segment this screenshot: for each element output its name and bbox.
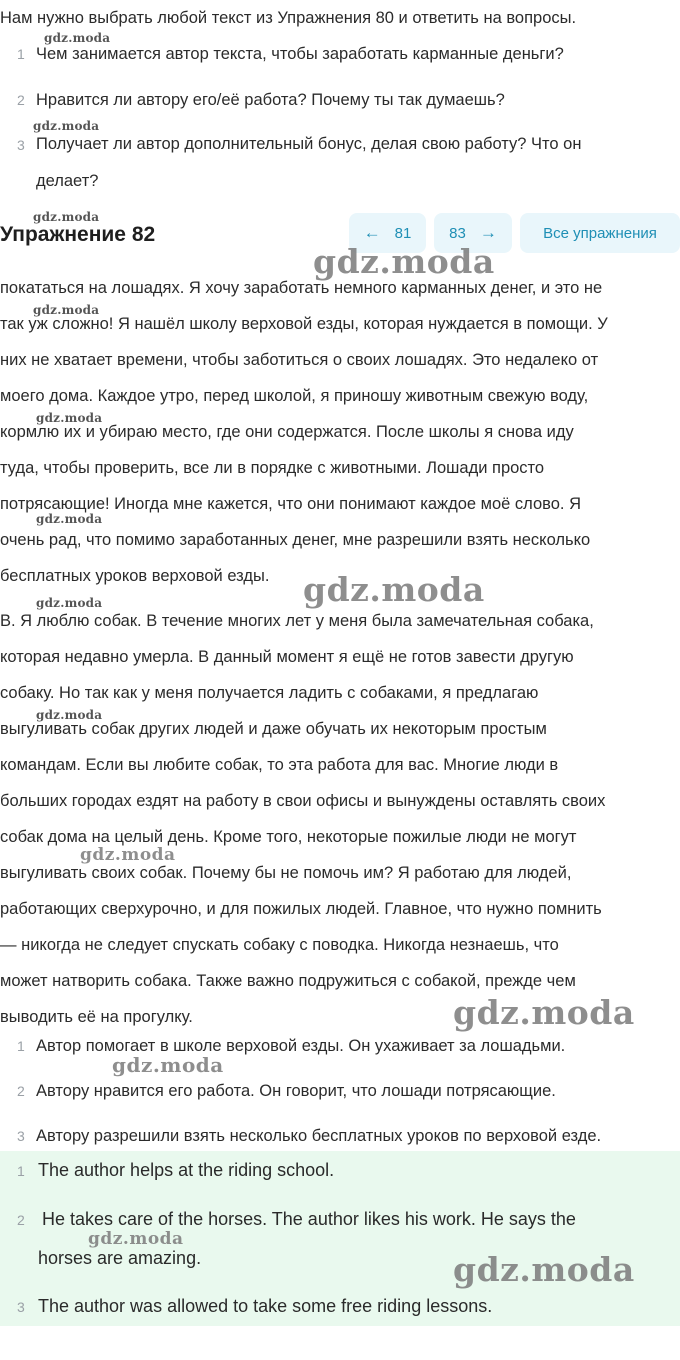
- watermark: gdz.moda: [33, 119, 100, 133]
- answer-en: He takes care of the horses. The author likes his work. He says the: [42, 1209, 576, 1229]
- text-line: так уж сложно! Я нашёл школу верховой езды, которая нуждается в помощи. У: [0, 315, 608, 333]
- answer-en: The author was allowed to take some free riding lessons.: [38, 1296, 493, 1316]
- text-line: командам. Если вы любите собак, то эта работа для вас. Многие люди в: [0, 756, 559, 774]
- text-line: — никогда не следует спускать собаку с поводка. Никогда незнаешь, что: [0, 936, 559, 954]
- question-number: 1: [17, 46, 25, 62]
- answer-en: horses are amazing.: [38, 1248, 202, 1268]
- answer-ru: Автору нравится его работа. Он говорит, что лошади потрясающие.: [36, 1082, 556, 1100]
- answer-ru: Автор помогает в школе верховой езды. Он ухаживает за лошадьми.: [36, 1037, 566, 1055]
- question-text: Нравится ли автору его/её работа? Почему ты так думаешь?: [36, 91, 505, 109]
- text-line: покататься на лошадях. Я хочу заработать немного карманных денег, и это не: [0, 279, 603, 297]
- text-line: работающих сверхурочно, и для пожилых людей. Главное, что нужно помнить: [0, 900, 602, 918]
- answer-number: 3: [17, 1299, 25, 1315]
- text-line: них не хватает времени, чтобы заботиться о своих лошадях. Это недалеко от: [0, 351, 599, 369]
- answer-number: 2: [17, 1083, 25, 1099]
- text-line: потрясающие! Иногда мне кажется, что они понимают каждое моё слово. Я: [0, 495, 582, 513]
- arrow-left-icon: ←: [363, 223, 381, 242]
- next-exercise-label: 83: [449, 224, 466, 242]
- watermark: gdz.moda: [33, 303, 100, 317]
- all-exercises-button[interactable]: [520, 213, 680, 253]
- answer-number: 3: [17, 1128, 25, 1144]
- text-line: больших городах ездят на работу в свои офисы и вынуждены оставлять своих: [0, 792, 606, 810]
- text-line: выгуливать собак других людей и даже обучать их некоторым простым: [0, 720, 547, 738]
- watermark: gdz.moda: [303, 570, 485, 609]
- text-line: моего дома. Каждое утро, перед школой, я приношу животным свежую воду,: [0, 387, 589, 405]
- watermark: gdz.moda: [112, 1053, 224, 1077]
- task-text: Нам нужно выбрать любой текст из Упражнения 80 и ответить на вопросы.: [0, 9, 577, 27]
- answer-number: 1: [17, 1038, 25, 1054]
- watermark: gdz.moda: [453, 1250, 635, 1289]
- watermark: gdz.moda: [313, 242, 495, 281]
- watermark: gdz.moda: [36, 411, 103, 425]
- watermark: gdz.moda: [36, 596, 103, 610]
- answer-ru: Автору разрешили взять несколько бесплатных уроков по верховой езде.: [36, 1127, 602, 1145]
- question-text: делает?: [36, 172, 99, 190]
- arrow-right-icon: →: [479, 223, 497, 242]
- text-line: может натворить собака. Также важно подружиться с собакой, прежде чем: [0, 972, 576, 990]
- question-number: 2: [17, 92, 25, 108]
- answer-en: The author helps at the riding school.: [38, 1160, 335, 1180]
- text-line: которая недавно умерла. В данный момент я ещё не готов завести другую: [0, 648, 574, 666]
- watermark: gdz.moda: [36, 708, 103, 722]
- question-text: Чем занимается автор текста, чтобы заработать карманные деньги?: [36, 45, 564, 63]
- text-line: кормлю их и убираю место, где они содержатся. После школы я снова иду: [0, 423, 574, 441]
- exercise-title: Упражнение 82: [0, 223, 156, 246]
- watermark: gdz.moda: [44, 31, 111, 45]
- text-line: В. Я люблю собак. В течение многих лет у меня была замечательная собака,: [0, 612, 594, 630]
- answer-number: 1: [17, 1163, 25, 1179]
- text-line: собак дома на целый день. Кроме того, некоторые пожилые люди не могут: [0, 828, 577, 846]
- watermark: gdz.moda: [33, 210, 100, 224]
- watermark: gdz.moda: [88, 1229, 184, 1249]
- question-number: 3: [17, 137, 25, 153]
- answer-number: 2: [17, 1212, 25, 1228]
- prev-exercise-label: 81: [394, 224, 412, 242]
- text-line: бесплатных уроков верховой езды.: [0, 567, 270, 585]
- text-line: выводить её на прогулку.: [0, 1008, 193, 1026]
- text-line: очень рад, что помимо заработанных денег, мне разрешили взять несколько: [0, 531, 591, 549]
- watermark: gdz.moda: [453, 993, 635, 1032]
- watermark: gdz.moda: [36, 512, 103, 526]
- text-line: туда, чтобы проверить, все ли в порядке с животными. Лошади просто: [0, 459, 545, 477]
- text-line: выгуливать своих собак. Почему бы не помочь им? Я работаю для людей,: [0, 864, 572, 882]
- question-text: Получает ли автор дополнительный бонус, делая свою работу? Что он: [36, 135, 582, 153]
- watermark: gdz.moda: [80, 845, 176, 865]
- text-line: собаку. Но так как у меня получается ладить с собаками, я предлагаю: [0, 684, 539, 702]
- all-exercises-label: Все упражнения: [543, 224, 657, 242]
